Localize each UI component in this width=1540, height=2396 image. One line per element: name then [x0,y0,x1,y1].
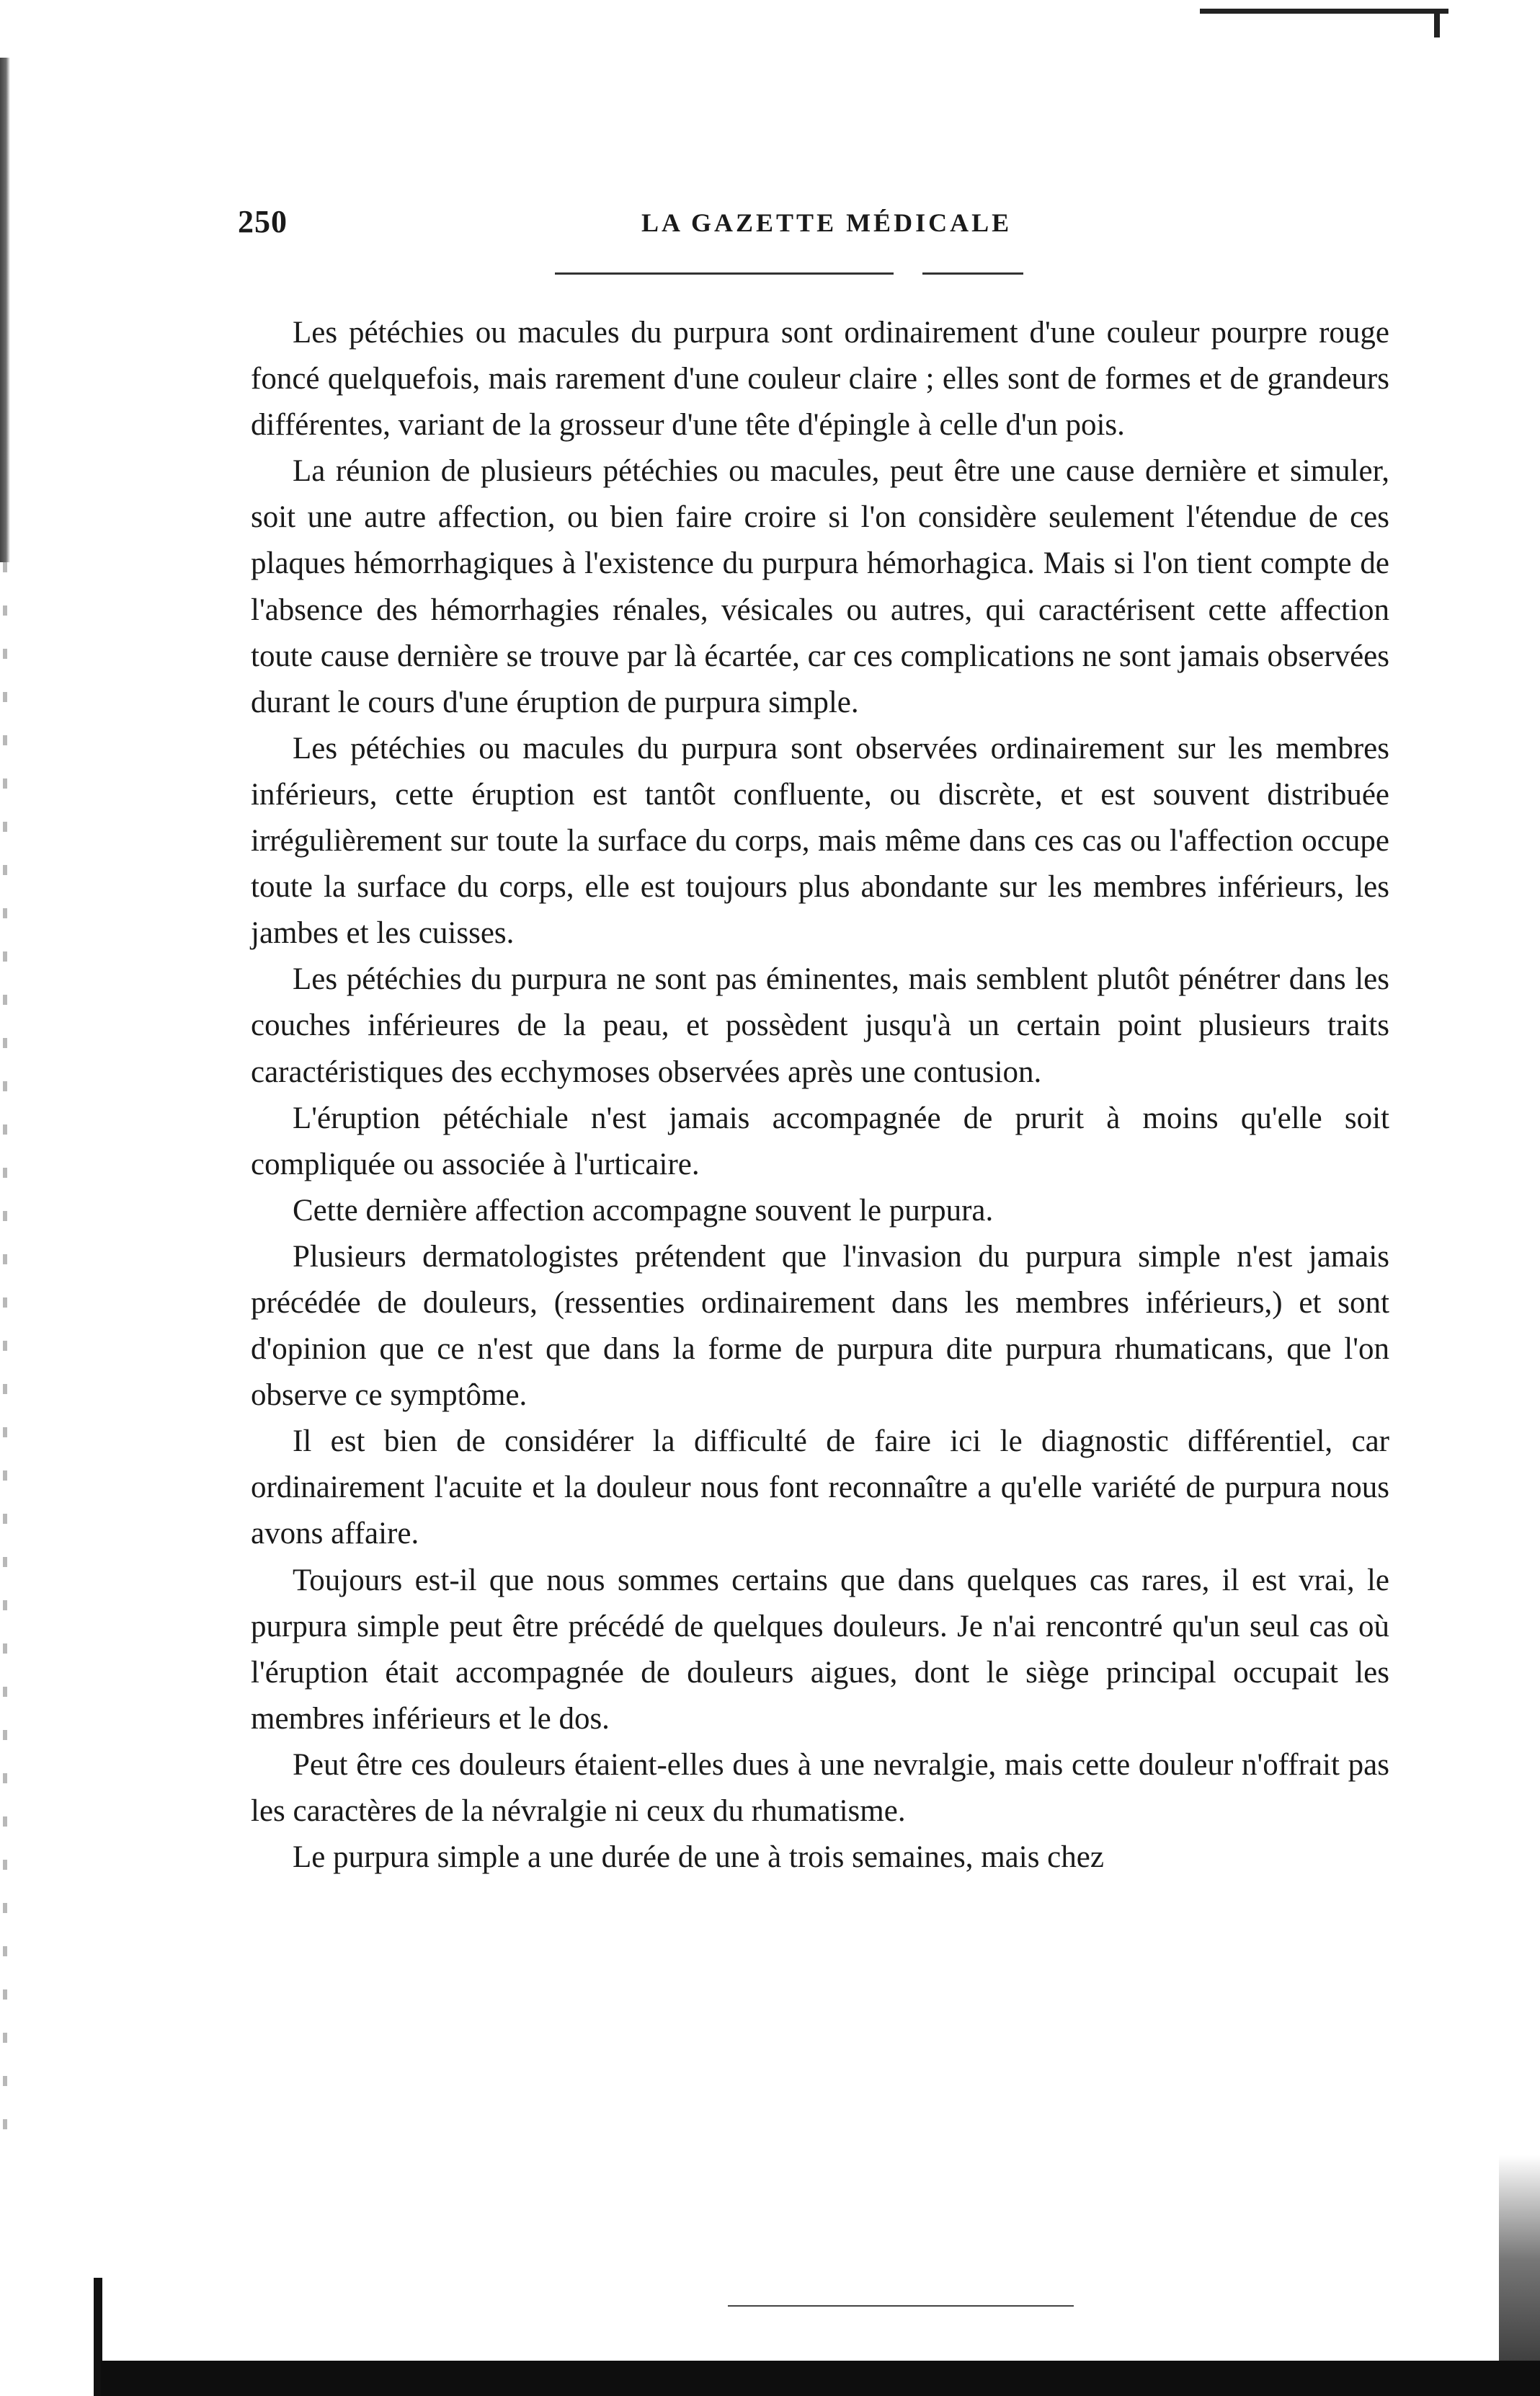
paragraph: Les pétéchies ou macules du purpura sont observées ordinairement sur les membres inférieurs, cette éruption est tantôt confluente, ou discrète, et est souvent distribuée irrégulièrement sur toute la surface du corps, mais même dans ces cas ou l'affection occupe toute la surface du corps, elle est toujours plus abondante sur les membres inférieurs, les jambes et les cuisses. [251,731,1389,951]
paragraph: Le purpura simple a une durée de une à trois semaines, mais chez [293,1840,1104,1875]
page-number: 250 [238,204,288,239]
scan-bottom-right-shadow [1499,2155,1540,2364]
scan-left-edge-specks [3,562,7,2148]
paragraph: Peut être ces douleurs étaient-elles dues à une nevralgie, mais cette douleur n'offrait pas les caractères de la névralgie ni ceux du rhumatisme. [251,1747,1389,1828]
scan-top-mark [1434,9,1440,37]
paragraph: Cette dernière affection accompagne souvent le purpura. [293,1193,994,1228]
running-title: LA GAZETTE MÉDICALE [641,208,1012,237]
article-body [251,310,1389,1881]
page-header [238,203,1398,254]
scan-top-rule [1200,9,1448,14]
paragraph: La réunion de plusieurs pétéchies ou macules, peut être une cause dernière et simuler, soit une autre affection, ou bien faire croire si l'on considère seulement l'étendue de ces plaques hémorrhagiques à l'existence du purpura hémorhagica. Mais si l'on tient compte de l'absence des hémorrhagies rénales, vésicales ou autres, qui caractérisent cette affection toute cause dernière se trouve par là écartée, car ces complications ne sont jamais observées durant le cours d'une éruption de purpura simple. [251,454,1389,719]
paragraph: Toujours est-il que nous sommes certains que dans quelques cas rares, il est vrai, le purpura simple peut être précédé de quelques douleurs. Je n'ai rencontré qu'un seul cas où l'éruption était accompagnée de douleurs aigues, dont le siège principal occupait les membres inférieurs et le dos. [251,1563,1389,1736]
scan-bottom-edge [101,2361,1540,2396]
header-rule-fragment [922,272,1023,275]
paragraph: Les pétéchies du purpura ne sont pas éminentes, mais semblent plutôt pénétrer dans les couches inférieures de la peau, et possèdent jusqu'à un certain point plusieurs traits caractéristiques des ecchymoses observées après une contusion. [251,962,1389,1089]
paragraph: Les pétéchies ou macules du purpura sont ordinairement d'une couleur pourpre rouge foncé quelquefois, mais rarement d'une couleur claire ; elles sont de formes et de grandeurs différentes, variant de la grosseur d'une tête d'épingle à celle d'un pois. [251,316,1389,443]
paragraph: Il est bien de considérer la difficulté de faire ici le diagnostic différentiel, car ordinairement l'acuite et la douleur nous font reconnaître a qu'elle variété de purpura nous avons affaire. [251,1424,1389,1551]
scan-bottom-rule [728,2305,1074,2307]
paragraph: L'éruption pétéchiale n'est jamais accompagnée de prurit à moins qu'elle soit compliquée ou associée à l'urticaire. [251,1101,1389,1181]
paragraph: Plusieurs dermatologistes prétendent que l'invasion du purpura simple n'est jamais précédée de douleurs, (ressenties ordinairement dans les membres inférieurs,) et sont d'opinion que ce n'est que dans la forme de purpura dite purpura rhumaticans, que l'on observe ce symptôme. [251,1239,1389,1413]
header-rule [555,272,894,275]
scan-left-edge-shadow [0,58,10,562]
